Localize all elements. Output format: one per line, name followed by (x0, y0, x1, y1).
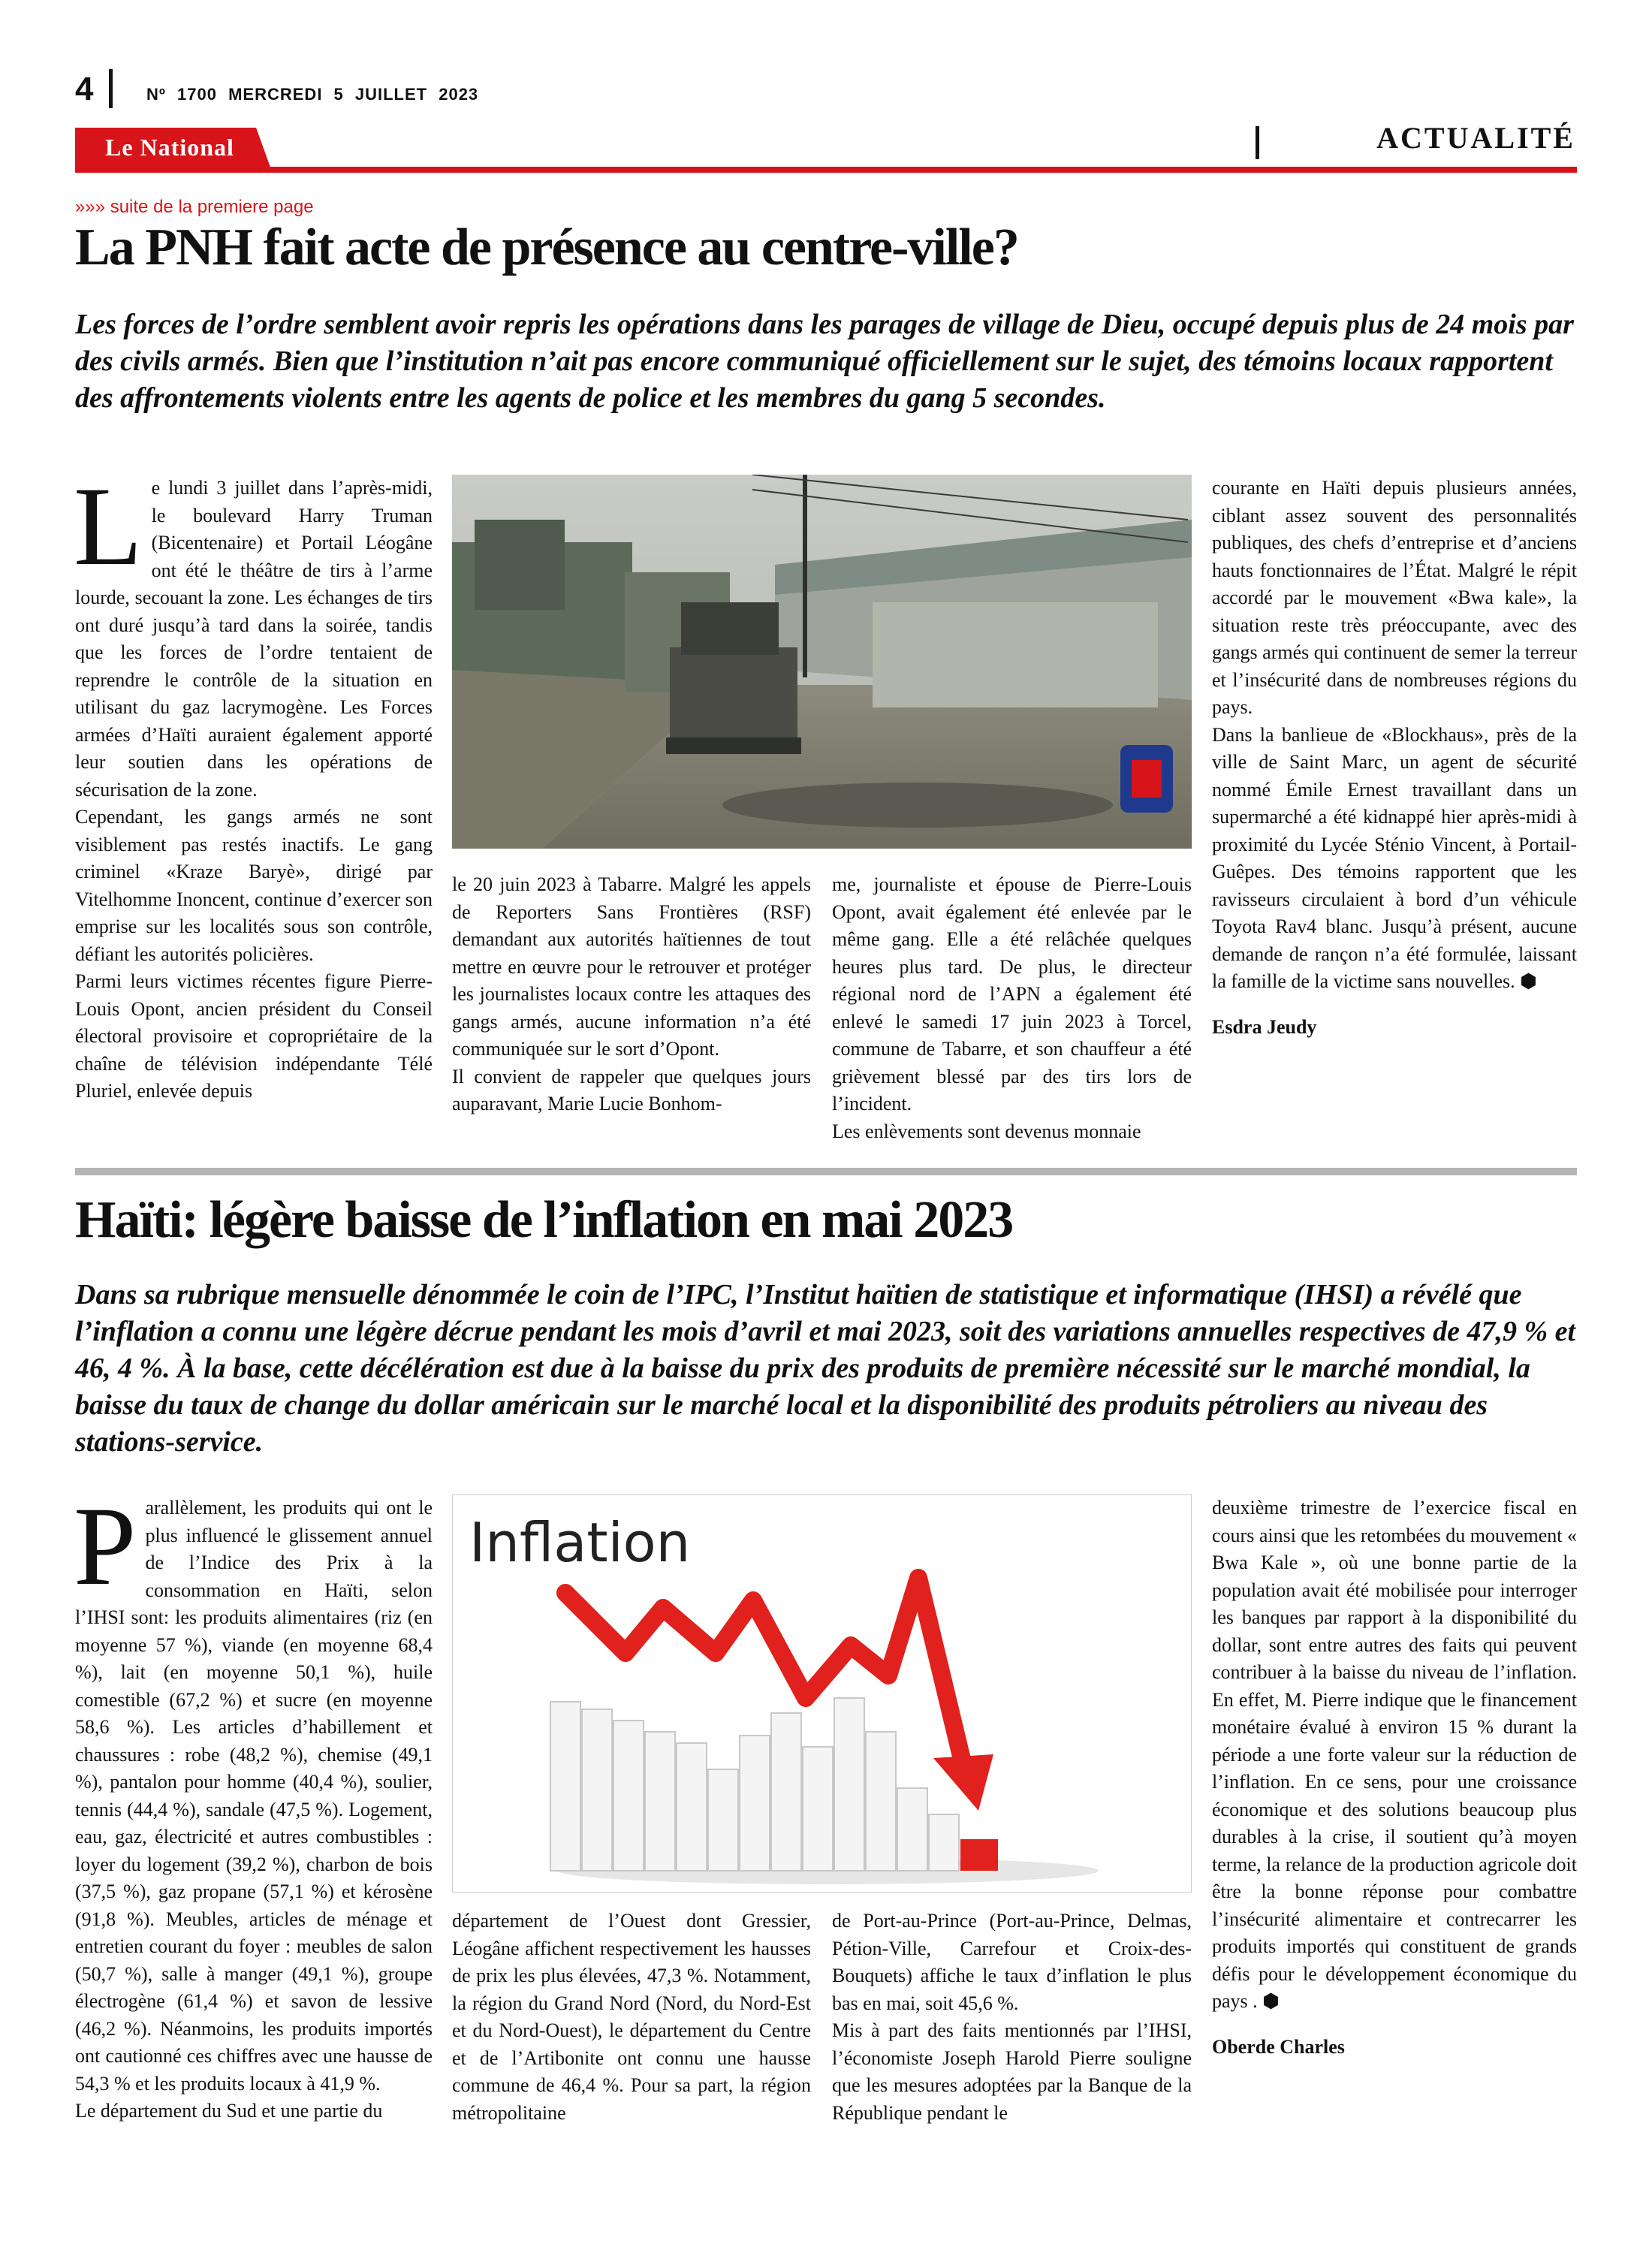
section-separator (1256, 126, 1259, 159)
dropcap: L (74, 464, 143, 589)
article2-column-4 (1212, 1494, 1577, 2061)
paragraph: Le département du Sud et une partie du (75, 2100, 383, 2122)
article1-column-4 (1212, 475, 1577, 1041)
paragraph: Les enlèvements sont devenus monnaie (832, 1120, 1141, 1142)
falling-bars-image (453, 1495, 1192, 1893)
illustration-title: Inflation (469, 1511, 691, 1574)
paragraph: le 20 juin 2023 à Tabarre. Malgré les appels de Reporters Sans Frontières (RSF) demandant aux autorités haïtiennes de tout mettre en œuvre pour le retrouver et protéger les journalistes locaux contre les attaques des gangs armés, aucune information n’a été communiquée sur le sort d’Opont. (452, 873, 811, 1060)
inflation-illustration (452, 1494, 1192, 1893)
paragraph: deuxième trimestre de l’exercice fiscal en cours ainsi que les retombées du mouvement « Bwa Kale », où une bonne partie de la population avait été mobilisée pour interroger les banques par rapport à la disponibilité du dollar, sont entre autres des faits qui peuvent contribuer à la baisse du niveau de l’inflation. En effet, M. Pierre indique que le financement monétaire évalué à environ 15 % durant la période a une forte valeur sur la réduction de l’inflation. En ce sens, pour une croissance économique et des solutions beaucoup plus durables à la crise, il soutient qu’à moyen terme, la relance de la production agricole doit être la bonne réponse pour combattre l’insécurité alimentaire et contrecarrer les produits importés qui constituent de grands défis pour le développement économique du pays . ⬢ (1212, 1497, 1577, 2012)
continued-from-label: »»» suite de la premiere page (75, 197, 314, 217)
paragraph: de Port-au-Prince (Port-au-Prince, Delmas, Pétion-Ville, Carrefour et Croix-des-Bouquets) affiche le taux d’inflation le plus bas en mai, soit 45,6 %. (832, 1910, 1192, 2014)
article2-headline: Haïti: légère baisse de l’inflation en mai 2023 (75, 1191, 1013, 1249)
article1-author: Esdra Jeudy (1212, 1015, 1317, 1038)
article1-column-3 (832, 871, 1192, 1145)
brand-name: Le National (105, 134, 234, 161)
paragraph: Mis à part des faits mentionnés par l’IHSI, l’économiste Joseph Harold Pierre souligne que les mesures adoptées par la Banque de la République pendant le (832, 2019, 1192, 2124)
paragraph: Cependant, les gangs armés ne sont visiblement pas restés inactifs. Le gang criminel «Kraze Baryè», dirigé par Vitelhomme Inoncent, continue d’exercer son emprise sur les localités sous son contrôle, défiant les autorités policières. (75, 806, 433, 965)
article1-column-1 (74, 464, 433, 1105)
article1-photo (452, 475, 1192, 849)
section-title: ACTUALITÉ (1376, 121, 1575, 155)
paragraph: e lundi 3 juillet dans l’après-midi, le boulevard Harry Truman (Bicentenaire) et Portail Léogâne ont été le théâtre de tirs à l’arme lourde, secouant la zone. Les échanges de tirs ont duré jusqu’à tard dans la soirée, tandis que les forces de l’ordre tentaient de reprendre le contrôle de la situation en utilisant du gaz lacrymogène. Les Forces armées d’Haïti auraient également apporté leur soutien dans les opérations de sécurisation de la zone. (75, 477, 433, 801)
article2-column-3 (832, 1908, 1192, 2127)
paragraph: arallèlement, les produits qui ont le plus influencé le glissement annuel de l’Indice des Prix à la consommation en Haïti, selon l’IHSI sont: les produits alimentaires (riz (en moyenne 57 %), viande (en moyenne 68,4 %), lait (en moyenne 50,1 %), huile comestible (67,2 %) et sucre (en moyenne 58,6 %). Les articles d’habillement et chaussures : robe (48,2 %), chemise (49,1 %), pantalon pour homme (40,4 %), soulier, tennis (44,4 %), sandale (47,5 %). Logement, eau, gaz, électricité et autres combustibles : loyer du logement (39,2 %), charbon de bois (37,5 %), gaz propane (57,1 %) et kérosène (91,8 %). Meubles, articles de ménage et entretien courant du foyer : meubles de salon (50,7 %), salle à manger (49,1 %), groupe électrogène (61,4 %) et savon de lessive (46,2 %). Néanmoins, les produits importés ont cautionné ces chiffres avec une hausse de 54,3 % et les produits locaux à 41,9 %. (75, 1497, 433, 2095)
paragraph: Il convient de rappeler que quelques jours auparavant, Marie Lucie Bonhom- (452, 1065, 811, 1114)
header-rule (75, 167, 1577, 173)
article-divider (75, 1168, 1577, 1175)
paragraph: courante en Haïti depuis plusieurs années, ciblant assez souvent des personnalités publiques, des chefs d’entreprise et d’anciens hauts fonctionnaires de l’État. Malgré le répit accordé par le mouvement «Bwa kale», la situation reste très préoccupante, avec des gangs armés qui continuent de semer la terreur et l’insécurité dans de nombreuses régions du pays. (1212, 477, 1577, 718)
article2-column-1 (74, 1484, 433, 2125)
paragraph: me, journaliste et épouse de Pierre-Louis Opont, avait également été enlevée par le même gang. Elle a été relâchée quelques heures plus tard. De plus, le directeur régional nord de l’APN a également été enlevé le samedi 17 juin 2023 à Torcel, commune de Tabarre, et son chauffeur a été grièvement blessé par des tirs lors de l’incident. (832, 873, 1192, 1114)
issue-line: Nº 1700 MERCREDI 5 JUILLET 2023 (146, 85, 479, 104)
page-number: 4 (75, 71, 94, 107)
paragraph: département de l’Ouest dont Gressier, Léogâne affichent respectivement les hausses de prix les plus élevées, 47,3 %. Notamment, la région du Grand Nord (Nord, du Nord-Est et du Nord-Ouest), le département du Centre et de l’Artibonite ont connu une hausse commune de 46,4 %. Pour sa part, la région métropolitaine (452, 1910, 811, 2124)
article2-author: Oberde Charles (1212, 2035, 1345, 2058)
page-number-separator (109, 69, 113, 108)
article1-headline: La PNH fait acte de présence au centre-ville? (75, 219, 1018, 276)
street-scene-image (452, 475, 1192, 849)
article2-lead: Dans sa rubrique mensuelle dénommée le coin de l’IPC, l’Institut haïtien de statistique et informatique (IHSI) a révélé que l’inflation a connu une légère décrue pendant les mois d’avril et mai 2023, soit des variations annuelles respectives de 47,9 % et 46, 4 %. À la base, cette décélération est due à la baisse du prix des produits de première nécessité sur le marché mondial, la baisse du taux de change du dollar américain sur le marché local et la disponibilité des produits pétroliers au niveau des stations-service. (75, 1279, 1576, 1458)
article1-lead: Les forces de l’ordre semblent avoir repris les opérations dans les parages de village de Dieu, occupé depuis plus de 24 mois par des civils armés. Bien que l’institution n’ait pas encore communiqué officiellement sur le sujet, des témoins locaux rapportent des affrontements violents entre les agents de police et les membres du gang 5 secondes. (75, 309, 1574, 414)
paragraph: Dans la banlieue de «Blockhaus», près de la ville de Saint Marc, un agent de sécurité nommé Émile Ernest travaillant dans un supermarché a été kidnappé hier après-midi à proximité du Lycée Sténio Vincent, à Portail-Guêpes. Des témoins rapportent que les ravisseurs circulaient à bord d’un véhicule Toyota Rav4 blanc. Jusqu’à présent, aucune demande de rançon n’a été formulée, laissant la famille de la victime sans nouvelles. ⬢ (1212, 723, 1577, 992)
article1-column-2 (452, 871, 811, 1118)
paragraph: Parmi leurs victimes récentes figure Pierre-Louis Opont, ancien président du Conseil électoral provisoire et copropriétaire de la chaîne de télévision indépendante Télé Pluriel, enlevée depuis (75, 970, 433, 1102)
article2-column-2 (452, 1908, 811, 2127)
dropcap: P (74, 1484, 137, 1609)
